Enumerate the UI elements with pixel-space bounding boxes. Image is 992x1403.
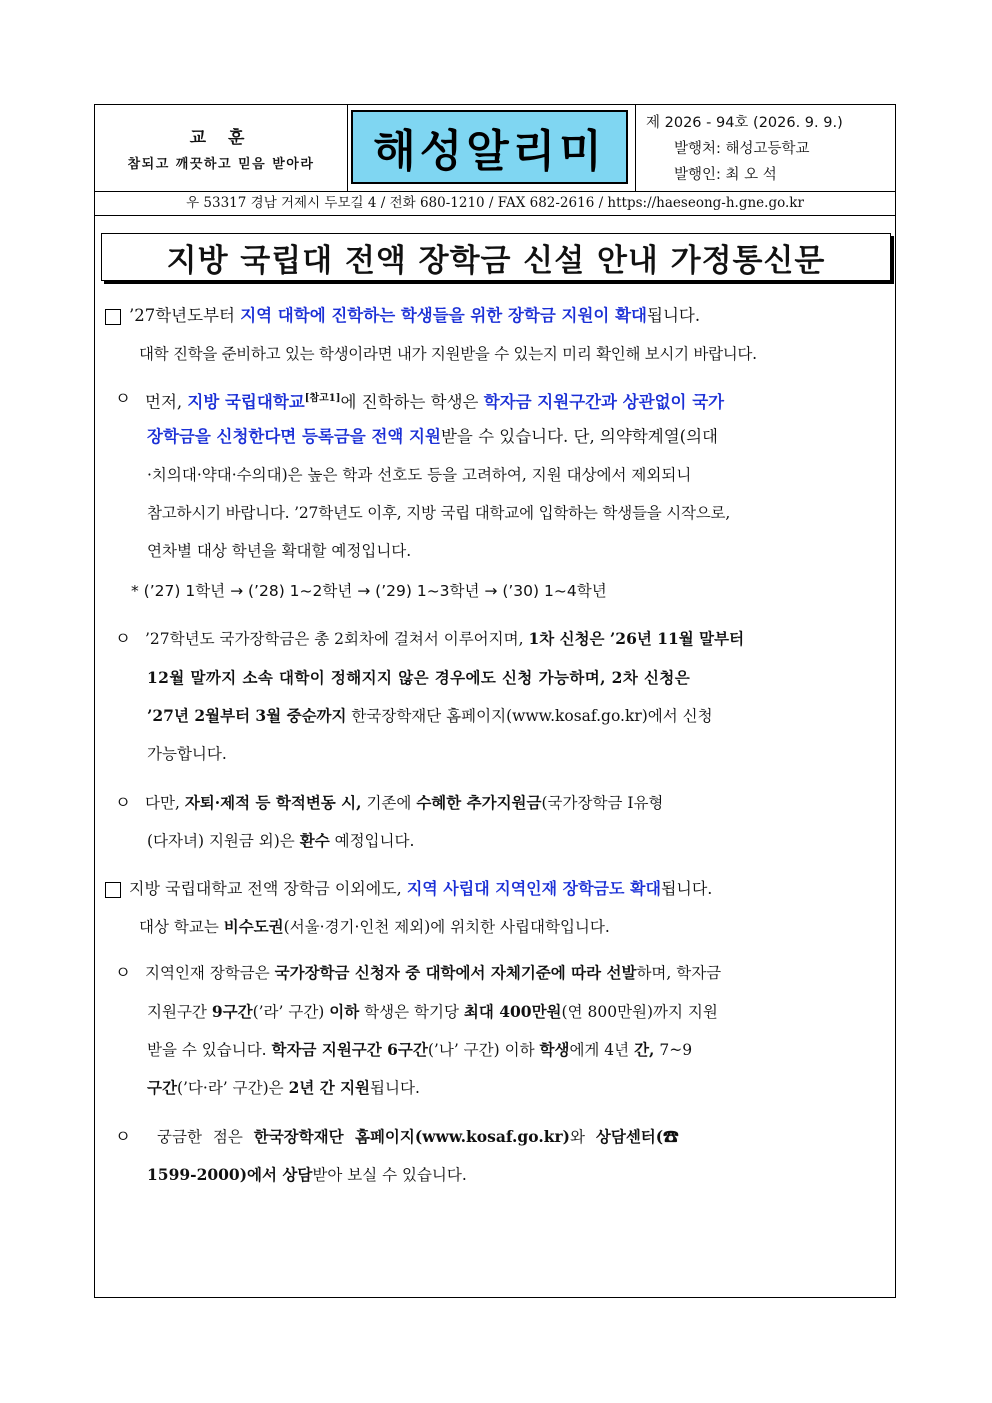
bold-text: 국가장학금 신청자 중 대학에서 자체기준에 따라 선발 [274,963,637,982]
highlight-text: 지역 대학에 진학하는 학생들을 위한 장학금 지원이 확대 [240,306,647,325]
text: 7~9 [654,1041,693,1059]
text: (국가장학금 Ⅰ유형 [541,794,664,812]
bold-text: 학자금 지원구간 6구간 [271,1040,428,1059]
newsletter-name-banner [351,110,628,184]
motto-text: 참되고 깨끗하고 믿음 받아라 [127,157,315,172]
para1-line4: 참고하시기 바랍니다. ’27학년도 이후, 지방 국립 대학교에 입학하는 학생들을 시작으로, [147,504,731,522]
text: 받을 수 있습니다. 단, 의약학계열(의대 [440,427,718,446]
para1-line2 [147,425,718,449]
text: 먼저, [145,392,188,412]
text: 예정입니다. [329,832,415,850]
newsletter-frame [94,104,896,1298]
bold-text: 상담센터(☎ [595,1127,679,1146]
issue-number: 제 2026 - 94호 (2026. 9. 9.) [646,115,843,131]
bold-text: 1차 신청은 ’26년 11월 말부터 [528,629,745,648]
publisher: 발행처: 해성고등학교 [674,141,810,157]
section1-line2: 대학 진학을 준비하고 있는 학생이라면 내가 지원받을 수 있는지 미리 확인해 보시기 바랍니다. [139,345,757,363]
text: (’라’ 구간) [252,1003,330,1021]
text: 에게 4년 [569,1041,635,1059]
para2-line1 [145,627,744,651]
text: 한국장학재단 홈페이지(www.kosaf.go.kr)에서 신청 [346,707,713,725]
para2-line4: 가능합니다. [147,745,227,763]
para4-line3 [147,1038,692,1062]
text: 학생은 학기당 [359,1003,464,1021]
text: (연 800만원)까지 지원 [561,1003,718,1021]
section1-line1 [129,304,700,328]
text: (’다·라’ 구간)은 [176,1079,289,1097]
text: 지방 국립대학교 전액 장학금 이외에도, [129,879,407,898]
text: 궁금한 점은 [157,1128,254,1146]
para5-line2 [147,1163,467,1187]
highlight-text: 학자금 지원구간과 상관없이 국가 [483,392,725,412]
text: 하며, 학자금 [636,964,722,982]
text: (’나’ 구간) 이하 [427,1041,540,1059]
circle-bullet-icon: ㅇ [115,629,131,648]
highlight-text: 장학금을 신청한다면 등록금을 전액 지원 [147,427,441,446]
issue-info [635,105,897,191]
text: 와 [569,1128,596,1146]
bold-text: 비수도권 [223,917,284,936]
text: 됩니다. [647,306,701,325]
circle-bullet-icon: ㅇ [115,389,131,408]
bold-text: 이하 [329,1002,360,1021]
address-bar: 우 53317 경남 거제시 두모길 4 / 전화 680-1210 / FAX 682-2616 / https://haeseong-h.gne.go.kr [95,191,895,216]
text: 받을 수 있습니다. [147,1041,272,1059]
school-motto [95,105,348,191]
bold-text: 1599-2000)에서 상담 [147,1165,313,1184]
circle-bullet-icon: ㅇ [115,1127,131,1146]
text: 지원구간 [147,1003,212,1021]
text: ’27학년도부터 [129,306,241,325]
bold-text: 구간 [147,1078,177,1097]
section2-line1 [129,877,712,901]
para3-line1 [145,791,663,815]
para4-line4 [147,1076,420,1100]
bold-text: 최대 400만원 [463,1002,562,1021]
para2-line3 [147,704,713,728]
text: 지역인재 장학금은 [145,964,275,982]
bold-text: 자퇴·제적 등 학적변동 시, [184,793,362,812]
text: (다자녀) 지원금 외)은 [147,832,300,850]
highlight-text: 지역 사립대 지역인재 장학금도 확대 [406,879,661,898]
bold-text: 수혜한 추가지원금 [416,793,542,812]
para1-line3: ·치의대·약대·수의대)은 높은 학과 선호도 등을 고려하여, 지원 대상에서 제외되니 [147,466,692,484]
bold-text: 한국장학재단 홈페이지(www.kosaf.go.kr) [253,1127,570,1146]
para2-line2: 12월 말까지 소속 대학이 정해지지 않은 경우에도 신청 가능하며, 2차 신청은 [147,668,691,687]
text: (서울·경기·인천 제외)에 위치한 사립대학입니다. [283,918,610,936]
para4-line1 [145,961,721,985]
bold-text: 9구간 [211,1002,253,1021]
text: 기존에 [361,794,417,812]
para4-line2 [147,1000,718,1024]
issuer: 발행인: 최 오 석 [674,167,777,183]
text: 다만, [145,794,185,812]
newsletter-name: 해성알리미 [373,126,606,177]
text: 됩니다. [370,1079,420,1097]
text: 대상 학교는 [139,918,224,936]
para3-line2 [147,829,414,853]
text: ’27학년도 국가장학금은 총 2회차에 걸쳐서 이루어지며, [145,630,529,648]
highlight-text: 지방 국립대학교 [187,392,305,412]
checkbox-bullet-icon [105,309,121,325]
bold-text: 학생 [539,1040,570,1059]
para1-line1 [145,387,724,415]
bold-text: 2년 간 지원 [288,1078,371,1097]
document-title-box [101,233,891,281]
section2-line2 [139,915,610,939]
reference-mark: [참고1] [304,393,341,404]
para5-line1 [157,1125,679,1149]
motto-title: 교 훈 [189,128,253,148]
bold-text: 간, [634,1040,655,1059]
circle-bullet-icon: ㅇ [115,963,131,982]
schedule-note: * (’27) 1학년 → (’28) 1~2학년 → (’29) 1~3학년 → (’30) 1~4학년 [131,582,607,600]
bold-text: 환수 [299,831,330,850]
bold-text: ’27년 2월부터 3월 중순까지 [147,706,347,725]
para1-line5: 연차별 대상 학년을 확대할 예정입니다. [147,542,412,560]
text: 받아 보실 수 있습니다. [312,1166,467,1184]
circle-bullet-icon: ㅇ [115,793,131,812]
text: 에 진학하는 학생은 [340,392,484,412]
document-title: 지방 국립대 전액 장학금 신설 안내 가정통신문 [166,242,826,279]
masthead [95,105,895,192]
checkbox-bullet-icon [105,882,121,898]
text: 됩니다. [660,879,713,898]
